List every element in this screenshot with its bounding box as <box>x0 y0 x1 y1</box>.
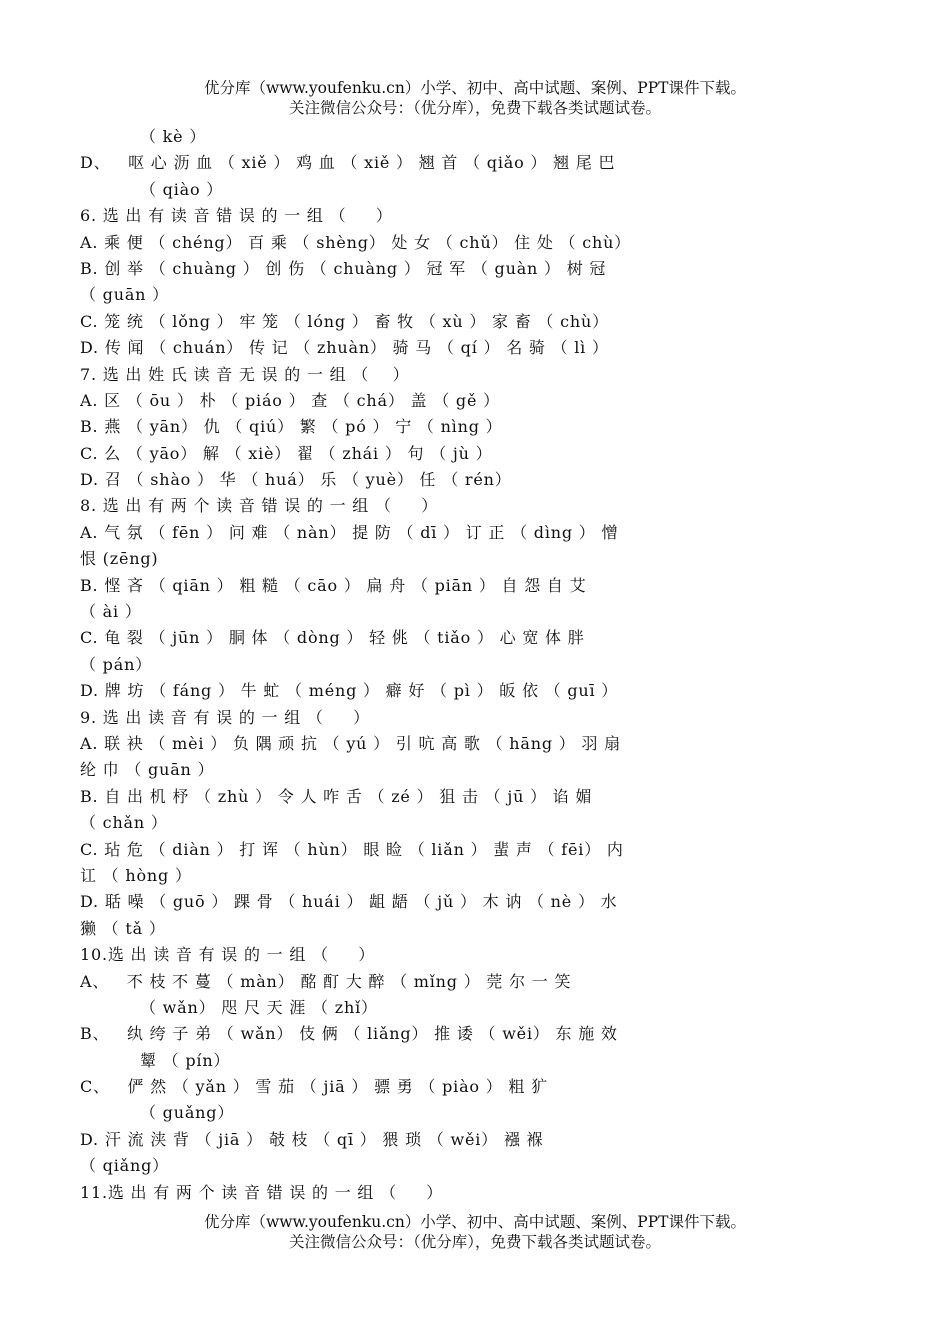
text-line: C. 么 （ yāo） 解 （ xiè） 翟 （ zhái ） 句 （ jù ） <box>80 443 493 463</box>
text-line: 讧 （ hòng ） <box>80 865 192 885</box>
text-line: D. 召 （ shào ） 华 （ huá） 乐 （ yuè） 任 （ rén） <box>80 470 512 490</box>
text-line: 11.选 出 有 两 个 读 音 错 误 的 一 组 （ ） <box>80 1182 444 1202</box>
page-header <box>0 78 950 118</box>
text-line: 獭 （ tǎ ） <box>80 918 166 938</box>
text-line: （ qiǎng） <box>80 1156 169 1176</box>
text-line: 7. 选 出 姓 氏 读 音 无 误 的 一 组 （ ） <box>80 364 410 384</box>
text-line: B. 创 举 （ chuàng ） 创 伤 （ chuàng ） 冠 军 （ guàn ） 树 冠 <box>80 258 607 278</box>
text-line: （ kè ） <box>140 127 207 146</box>
text-line: C. 玷 危 （ diàn ） 打 诨 （ hùn） 眼 睑 （ liǎn ） 蜚 声 （ fēi） 内 <box>80 839 624 859</box>
text-line: 纶 巾 （ guān ） <box>80 760 215 780</box>
text-line: （ guǎng） <box>140 1103 235 1123</box>
page-footer <box>0 1212 950 1252</box>
header-line-2: 关注微信公众号：（优分库），免费下载各类试题试卷。 <box>288 99 661 117</box>
header-line-1: 优分库（www.youfenku.cn）小学、初中、高中试题、案例、PPT课件下载。 <box>203 79 747 97</box>
text-line: A. 区 （ ōu ） 朴 （ piáo ） 查 （ chá） 盖 （ gě ） <box>80 390 500 410</box>
text-line: （ chǎn ） <box>80 813 168 833</box>
footer-line-1: 优分库（www.youfenku.cn）小学、初中、高中试题、案例、PPT课件下载。 <box>203 1213 747 1231</box>
text-line: C. 龟 裂 （ jūn ） 胴 体 （ dòng ） 轻 佻 （ tiǎo ） 心 宽 体 胖 <box>80 628 585 648</box>
text-line: （ qiào ） <box>140 179 224 199</box>
text-line: （ pán） <box>80 654 152 674</box>
text-line: 6. 选 出 有 读 音 错 误 的 一 组 （ ） <box>80 206 393 226</box>
text-line: B. 自 出 机 杼 （ zhù ） 令 人 咋 舌 （ zé ） 狙 击 （ jū ） 谄 媚 <box>80 786 593 806</box>
text-line: D. 牌 坊 （ fáng ） 牛 虻 （ méng ） 癖 好 （ pì ） 皈 依 （ guī ） <box>80 681 619 701</box>
text-line: B. 燕 （ yān） 仇 （ qiú） 繁 （ pó ） 宁 （ nìng ） <box>80 417 503 437</box>
text-line: 8. 选 出 有 两 个 读 音 错 误 的 一 组 （ ） <box>80 496 439 516</box>
text-line: A. 联 袂 （ mèi ） 负 隅 顽 抗 （ yú ） 引 吭 高 歌 （ hāng ） 羽 扇 <box>80 733 621 753</box>
text-line: D. 聒 噪 （ guō ） 踝 骨 （ huái ） 龃 龉 （ jǔ ） 木 讷 （ nè ） 水 <box>80 892 618 912</box>
text-line: 恨 (zēng) <box>80 549 159 569</box>
text-line: A. 气 氛 （ fēn ） 问 难 （ nàn） 提 防 （ dī ） 订 正 （ dìng ） 憎 <box>80 522 619 542</box>
footer-line-2: 关注微信公众号：（优分库），免费下载各类试题试卷。 <box>288 1233 661 1251</box>
text-line: D. 汗 流 浃 背 （ jiā ） 攲 枝 （ qī ） 猥 琐 （ wěi） 襁 褓 <box>80 1129 544 1149</box>
text-line: （ wǎn） 咫 尺 天 涯 （ zhǐ） <box>140 997 378 1017</box>
text-line: C、 俨 然 （ yǎn ） 雪 茄 （ jiā ） 骠 勇 （ piào ） 粗 犷 <box>80 1077 548 1097</box>
text-line: A、 不 枝 不 蔓 （ màn） 酩 酊 大 醉 （ mǐng ） 莞 尔 一 笑 <box>80 971 572 991</box>
text-line: 9. 选 出 读 音 有 误 的 一 组 （ ） <box>80 707 370 727</box>
text-line: B、 纨 绔 子 弟 （ wǎn） 伎 俩 （ liǎng） 推 诿 （ wěi） 东 施 效 <box>80 1024 618 1044</box>
text-line: D. 传 闻 （ chuán） 传 记 （ zhuàn） 骑 马 （ qí ） 名 骑 （ lì ） <box>80 338 609 358</box>
text-line: C. 笼 统 （ lǒng ） 牢 笼 （ lóng ） 畜 牧 （ xù ） 家 畜 （ chù） <box>80 311 609 331</box>
text-line: B. 悭 吝 （ qiān ） 粗 糙 （ cāo ） 扁 舟 （ piān ） 自 怨 自 艾 <box>80 575 587 595</box>
text-line: A. 乘 便 （ chéng） 百 乘 （ shèng） 处 女 （ chǔ） 住 处 （ chù） <box>80 232 631 252</box>
text-line: D、 呕 心 沥 血 （ xiě ） 鸡 血 （ xiě ） 翘 首 （ qiǎo ） 翘 尾 巴 <box>80 153 616 173</box>
text-line: （ ài ） <box>80 602 142 622</box>
text-line: （ guān ） <box>80 285 169 305</box>
document-body <box>80 124 855 1206</box>
text-line: 10.选 出 读 音 有 误 的 一 组 （ ） <box>80 945 376 965</box>
text-line: 颦 （ pín） <box>140 1050 231 1070</box>
